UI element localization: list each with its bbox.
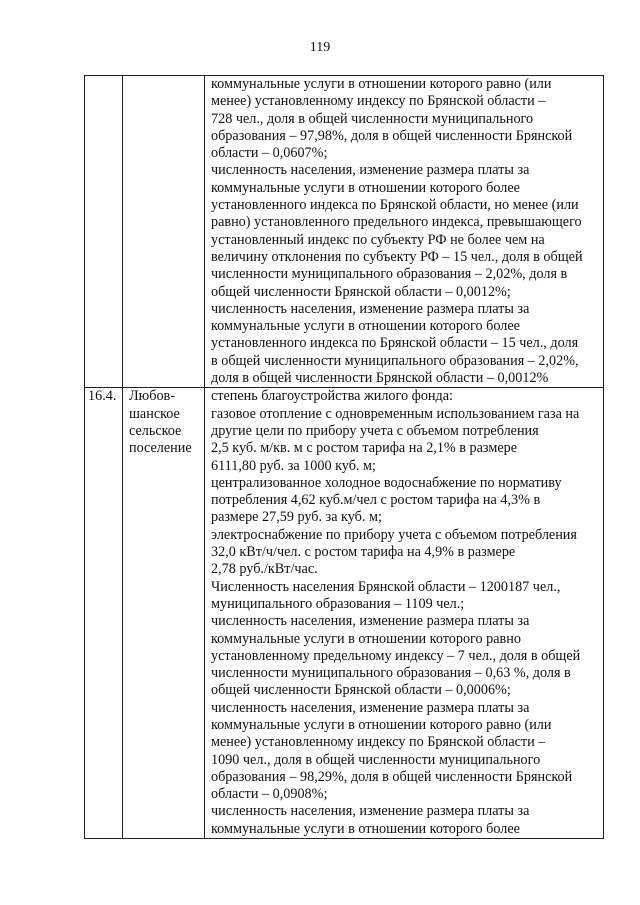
description-line: доля в общей численности Брянской области – 0,0012% [211,370,549,387]
table-row [85,76,604,388]
description-line: коммунальные услуги в отношении которого равно [211,630,521,647]
description-cell [205,76,604,388]
description-line: численность населения, изменение размера платы за [211,300,530,317]
description-line: централизованное холодное водоснабжение по нормативу [211,474,562,491]
description-line: равно) установленного предельного индекса, превышающего [211,214,582,231]
description-line: численности муниципального образования – 2,02%, доля в [211,266,568,283]
description-cell [205,388,604,839]
description-line: численности муниципального образования – 0,63 %, доля в [211,665,571,682]
description-line: образования – 98,29%, доля в общей численности Брянской [211,768,573,785]
description-line: установленному предельному индексу – 7 чел., доля в общей [211,647,581,664]
description-line: общей численности Брянской области – 0,0012%; [211,283,511,300]
description-line: муниципального образования – 1109 чел.; [211,595,465,612]
description-line: установленного индекса по Брянской области, но менее (или [211,197,579,214]
description-line: газовое отопление с одновременным использованием газа на [211,405,580,422]
row-number-cell [85,76,123,388]
description-line: 32,0 кВт/ч/чел. с ростом тарифа на 4,9% в размере [211,544,516,561]
description-line: 2,78 руб./кВт/час. [211,561,318,578]
municipality-name-line: поселение [129,440,192,457]
description-line: размере 27,59 руб. за куб. м; [211,509,382,526]
description-line: 728 чел., доля в общей численности муниципального [211,110,534,127]
description-line: потребления 4,62 куб.м/чел с ростом тарифа на 4,3% в [211,492,541,509]
description-line: коммунальные услуги в отношении которого более [211,179,520,196]
description-line: численность населения, изменение размера платы за [211,613,530,630]
row-number-cell: 16.4. [85,388,123,839]
description-line: коммунальные услуги в отношении которого более [211,820,520,837]
description-line: менее) установленному индексу по Брянской области – [211,93,546,110]
description-line: коммунальные услуги в отношении которого равно (или [211,716,552,733]
table-row [85,388,604,839]
description-line: в общей численности муниципального образования – 2,02%, [211,352,579,369]
description-line: общей численности Брянской области – 0,0006%; [211,682,511,699]
description-line: коммунальные услуги в отношении которого равно (или [211,76,552,92]
description-line: численность населения, изменение размера платы за [211,699,530,716]
description-line: образования – 97,98%, доля в общей численности Брянской [211,127,573,144]
description-line: Численность населения Брянской области – 1200187 чел., [211,578,561,595]
description-line: области – 0,0607%; [211,145,328,162]
municipality-name-line: Любов- [129,388,175,405]
description-line: менее) установленному индексу по Брянской области – [211,734,546,751]
municipality-name-cell [123,388,205,839]
description-line: установленного индекса по Брянской области – 15 чел., доля [211,335,579,352]
municipality-name-line: сельское [129,422,182,439]
description-line: степень благоустройства жилого фонда: [211,388,453,405]
municipality-name-cell [123,76,205,388]
description-line: величину отклонения по субъекту РФ – 15 чел., доля в общей [211,248,583,265]
description-line: 6111,80 руб. за 1000 куб. м; [211,457,376,474]
description-line: коммунальные услуги в отношении которого более [211,318,520,335]
page-number: 119 [309,40,331,55]
municipality-name-line: шанское [129,405,180,422]
tariff-table [84,75,604,839]
description-line: численность населения, изменение размера платы за [211,162,530,179]
description-line: 2,5 куб. м/кв. м с ростом тарифа на 2,1% в размере [211,440,518,457]
description-line: другие цели по прибору учета с объемом потребления [211,422,539,439]
description-line: численность населения, изменение размера платы за [211,803,530,820]
description-line: области – 0,0908%; [211,786,328,803]
description-line: 1090 чел., доля в общей численности муниципального [211,751,541,768]
description-line: установленный индекс по субъекту РФ не более чем на [211,231,545,248]
description-line: электроснабжение по прибору учета с объемом потребления [211,526,577,543]
